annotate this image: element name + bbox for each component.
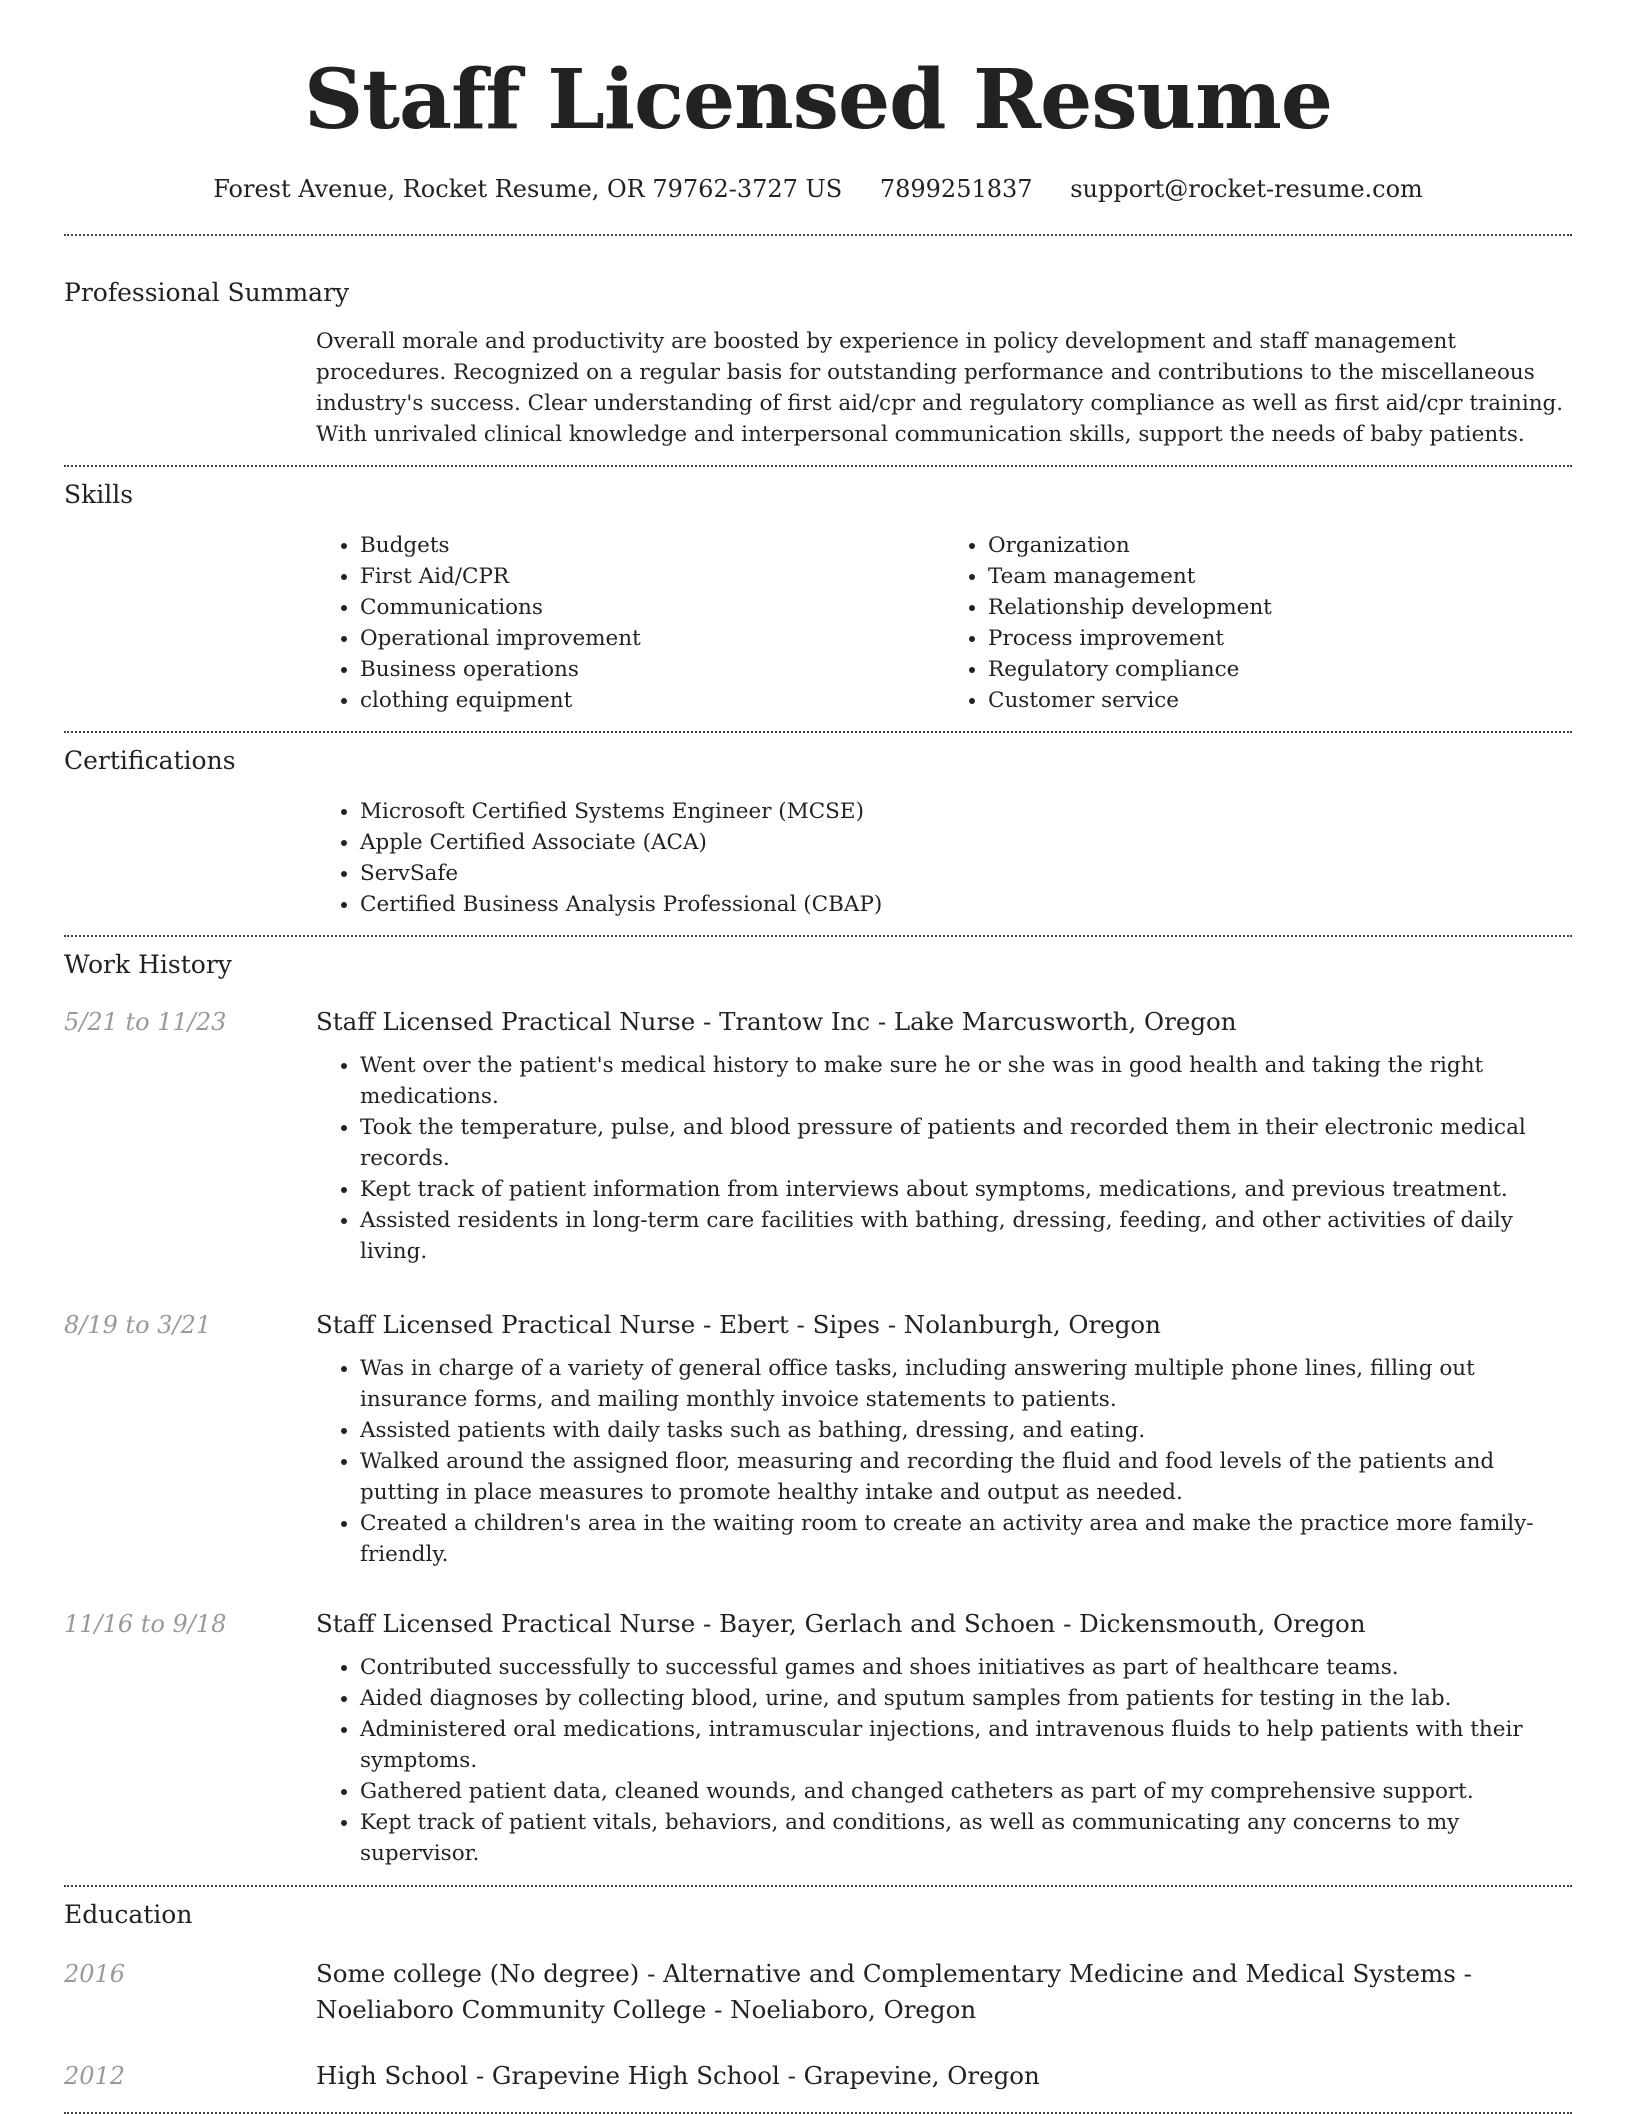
job-body (316, 1004, 1572, 1267)
skill-item: • First Aid/CPR (360, 561, 944, 592)
skill-item: • Budgets (360, 530, 944, 561)
skill-item: • Business operations (360, 654, 944, 685)
skills-section (64, 478, 1572, 716)
education-detail: High School - Grapevine High School - Grapevine, Oregon (316, 2061, 1040, 2090)
job-bullet: • Assisted patients with daily tasks such as bathing, dressing, and eating. (360, 1415, 1572, 1446)
job-bullet: • Assisted residents in long-term care facilities with bathing, dressing, feeding, and other activities of daily living. (360, 1205, 1572, 1267)
certification-item: • Apple Certified Associate (ACA) (360, 827, 1572, 858)
resume-body (64, 50, 1572, 2114)
job-bullet: • Administered oral medications, intramuscular injections, and intravenous fluids to help patients with their symptoms. (360, 1714, 1572, 1776)
skill-item: • Regulatory compliance (988, 654, 1572, 685)
skill-item: • Customer service (988, 685, 1572, 716)
education-year: 2016 (64, 1960, 126, 1988)
job-entry (64, 1307, 1572, 1570)
summary-text: Overall morale and productivity are boosted by experience in policy development and staff management procedures. Recognized on a regular basis for outstanding performance and contributions to the miscellaneous industry's success. Clear understanding of first aid/cpr and regulatory compliance as well as first aid/cpr training. With unrivaled clinical knowledge and interpersonal communication skills, support the needs of baby patients. (316, 329, 1564, 447)
job-bullet: • Was in charge of a variety of general office tasks, including answering multiple phone lines, filling out insurance forms, and mailing monthly invoice statements to patients. (360, 1353, 1572, 1415)
summary-section (64, 276, 1572, 450)
job-bullet: • Walked around the assigned floor, measuring and recording the fluid and food levels of the patients and putting in place measures to promote healthy intake and output as needed. (360, 1446, 1572, 1508)
summary-heading: Professional Summary (64, 278, 350, 307)
job-body (316, 1606, 1572, 1869)
contact-phone: 7899251837 (879, 175, 1033, 203)
job-dates: 5/21 to 11/23 (64, 1008, 227, 1036)
skill-item: • Relationship development (988, 592, 1572, 623)
certification-item: • Certified Business Analysis Professional (CBAP) (360, 889, 1572, 920)
contact-address: Forest Avenue, Rocket Resume, OR 79762-3727 US (213, 175, 843, 203)
job-bullet: • Contributed successfully to successful games and shoes initiatives as part of healthcare teams. (360, 1652, 1572, 1683)
education-detail: Some college (No degree) - Alternative and Complementary Medicine and Medical Systems - Noeliaboro Community College - Noeliaboro, Oregon (316, 1959, 1472, 2024)
section-divider (64, 465, 1572, 467)
certifications-heading: Certifications (64, 746, 236, 775)
skill-item: • clothing equipment (360, 685, 944, 716)
job-dates: 11/16 to 9/18 (64, 1610, 227, 1638)
skills-grid (316, 530, 1572, 716)
job-title: Staff Licensed Practical Nurse - Ebert - Sipes - Nolanburgh, Oregon (316, 1310, 1161, 1339)
certifications-list (316, 796, 1572, 920)
skills-list-left (316, 530, 944, 716)
education-year: 2012 (64, 2062, 126, 2090)
skills-heading: Skills (64, 480, 134, 509)
job-title: Staff Licensed Practical Nurse - Trantow Inc - Lake Marcusworth, Oregon (316, 1007, 1237, 1036)
job-bullet: • Kept track of patient vitals, behaviors, and conditions, as well as communicating any concerns to my supervisor. (360, 1807, 1572, 1869)
job-body (316, 1307, 1572, 1570)
section-divider (64, 234, 1572, 236)
education-heading: Education (64, 1900, 193, 1929)
job-bullet: • Went over the patient's medical history to make sure he or she was in good health and taking the right medications. (360, 1050, 1572, 1112)
skill-item: • Organization (988, 530, 1572, 561)
skill-item: • Team management (988, 561, 1572, 592)
certification-item: • Microsoft Certified Systems Engineer (MCSE) (360, 796, 1572, 827)
education-entry (64, 2058, 1572, 2094)
certifications-content (316, 796, 1572, 920)
resume-title: Staff Licensed Resume (303, 52, 1333, 148)
section-divider (64, 731, 1572, 733)
job-bullet: • Took the temperature, pulse, and blood pressure of patients and recorded them in their electronic medical records. (360, 1112, 1572, 1174)
skills-list-right (944, 530, 1572, 716)
job-bullets (316, 1050, 1572, 1267)
job-entry (64, 1004, 1572, 1267)
certification-item: • ServSafe (360, 858, 1572, 889)
certifications-section (64, 744, 1572, 920)
education-entry (64, 1956, 1572, 2028)
skill-item: • Communications (360, 592, 944, 623)
skill-item: • Process improvement (988, 623, 1572, 654)
work-history-heading: Work History (64, 950, 232, 979)
education-section (64, 1898, 1572, 2094)
job-bullet: • Kept track of patient information from interviews about symptoms, medications, and previous treatment. (360, 1174, 1572, 1205)
job-entry (64, 1606, 1572, 1869)
job-list (64, 1004, 1572, 1869)
section-divider (64, 1885, 1572, 1887)
job-dates: 8/19 to 3/21 (64, 1311, 212, 1339)
job-title: Staff Licensed Practical Nurse - Bayer, Gerlach and Schoen - Dickensmouth, Oregon (316, 1609, 1366, 1638)
contact-email: support@rocket-resume.com (1070, 175, 1423, 203)
job-bullets (316, 1353, 1572, 1570)
job-bullets (316, 1652, 1572, 1869)
section-divider (64, 935, 1572, 937)
job-bullet: • Aided diagnoses by collecting blood, urine, and sputum samples from patients for testing in the lab. (360, 1683, 1572, 1714)
job-bullet: • Created a children's area in the waiting room to create an activity area and make the practice more family-friendly. (360, 1508, 1572, 1570)
education-list (64, 1956, 1572, 2094)
work-history-section (64, 948, 1572, 1869)
job-bullet: • Gathered patient data, cleaned wounds, and changed catheters as part of my comprehensive support. (360, 1776, 1572, 1807)
contact-line (64, 172, 1572, 206)
skill-item: • Operational improvement (360, 623, 944, 654)
